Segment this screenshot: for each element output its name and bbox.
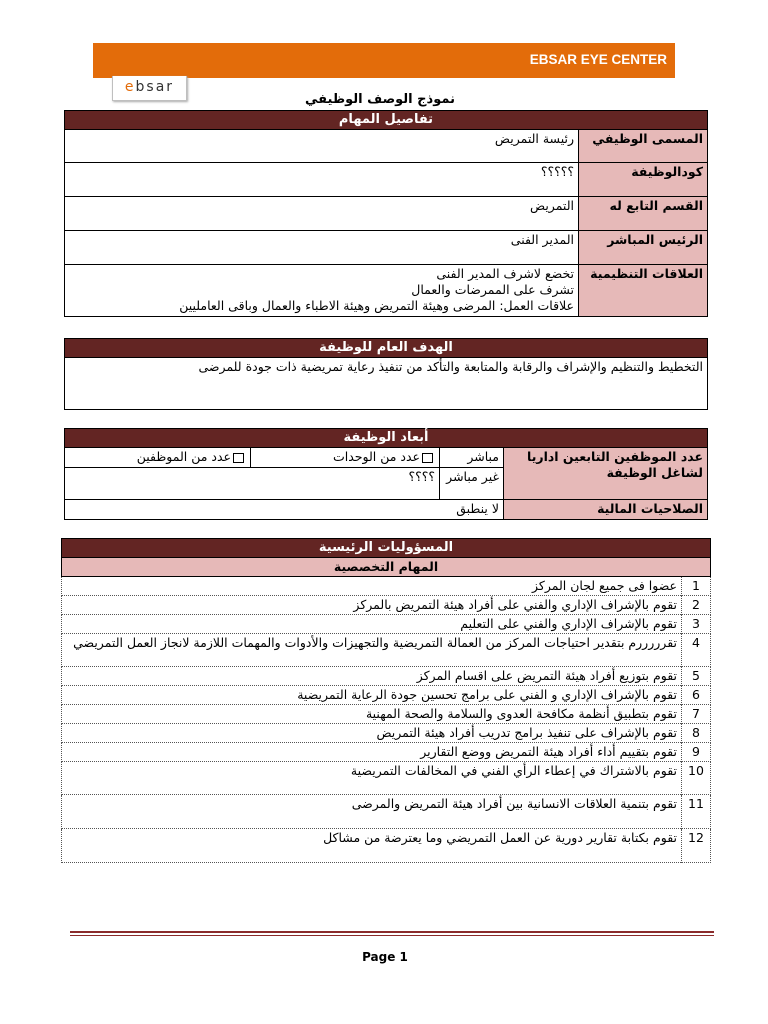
label-direct: مباشر — [440, 448, 504, 468]
responsibility-row — [62, 577, 711, 596]
value-department: التمريض — [65, 197, 579, 231]
logo: ebsar — [112, 76, 187, 101]
label-relations: العلاقات التنظيمية — [579, 265, 708, 317]
responsibility-number: 6 — [682, 686, 711, 705]
value-job-title: رئيسة التمريض — [65, 130, 579, 163]
section-title-job-dimensions: أبعاد الوظيفة — [65, 429, 708, 448]
label-staff-count: عدد الموظفين التابعين اداريا لشاغل الوظيفة — [504, 448, 708, 500]
responsibilities-table — [61, 538, 711, 863]
job-objective-text: التخطيط والتنظيم والإشراف والرقابة والمتابعة والتأكد من تنفيذ رعاية تمريضية ذات جودة للمرضى — [65, 358, 708, 410]
responsibility-number: 12 — [682, 829, 711, 863]
responsibility-text: تقوم بالإشراف على تنفيذ برامج تدريب أفراد هيئة التمريض — [62, 724, 682, 743]
responsibility-row — [62, 795, 711, 829]
responsibility-number: 11 — [682, 795, 711, 829]
responsibility-row — [62, 634, 711, 667]
value-financial-authority: لا ينطبق — [65, 500, 504, 520]
responsibility-text: تقوم بتوزيع أفراد هيئة التمريض على اقسام المركز — [62, 667, 682, 686]
label-job-code: كودالوظيفة — [579, 163, 708, 197]
relation-line: علاقات العمل: المرضى وهيئة التمريض وهيئة الاطباء والعمال وباقى العامليين — [179, 298, 574, 313]
employees-option — [65, 448, 251, 468]
units-checkbox[interactable] — [422, 453, 433, 463]
job-objective-table — [64, 338, 708, 410]
page-number: Page 1 — [362, 950, 408, 964]
responsibility-text: تقوم بالاشتراك في إعطاء الرأي الفني في المخالفات التمريضية — [62, 762, 682, 795]
responsibility-row — [62, 762, 711, 795]
value-indirect: ؟؟؟؟ — [65, 468, 440, 500]
responsibility-row — [62, 686, 711, 705]
responsibility-text: تقوم بالإشراف الإداري والفني على أفراد هيئة التمريض بالمركز — [62, 596, 682, 615]
label-job-title: المسمى الوظيفي — [579, 130, 708, 163]
responsibility-number: 2 — [682, 596, 711, 615]
responsibility-number: 10 — [682, 762, 711, 795]
responsibility-row — [62, 667, 711, 686]
responsibility-number: 9 — [682, 743, 711, 762]
responsibility-text: تقوم بتقييم أداء أفراد هيئة التمريض ووضع التقارير — [62, 743, 682, 762]
section-title-job-objective: الهدف العام للوظيفة — [65, 339, 708, 358]
job-dimensions-table — [64, 428, 708, 520]
responsibility-row — [62, 829, 711, 863]
responsibility-number: 3 — [682, 615, 711, 634]
document-title: نموذج الوصف الوظيفي — [305, 92, 455, 107]
responsibility-row — [62, 705, 711, 724]
value-job-code: ؟؟؟؟؟ — [65, 163, 579, 197]
label-indirect: غير مباشر — [440, 468, 504, 500]
section-title-task-details: تفاصيل المهام — [65, 111, 708, 130]
value-relations — [65, 265, 579, 317]
footer-divider — [70, 935, 714, 936]
label-direct-manager: الرئيس المباشر — [579, 231, 708, 265]
units-option — [251, 448, 440, 468]
responsibility-row — [62, 743, 711, 762]
responsibility-number: 5 — [682, 667, 711, 686]
responsibility-row — [62, 615, 711, 634]
value-direct-manager: المدير الفنى — [65, 231, 579, 265]
employees-checkbox[interactable] — [233, 453, 244, 463]
label-department: القسم التابع له — [579, 197, 708, 231]
responsibility-text: تقوم بتطبيق أنظمة مكافحة العدوى والسلامة والصحة المهنية — [62, 705, 682, 724]
header-bar — [93, 43, 675, 78]
responsibility-number: 1 — [682, 577, 711, 596]
task-details-table — [64, 110, 708, 317]
responsibility-number: 7 — [682, 705, 711, 724]
responsibility-text: تقرررررم بتقدير احتياجات المركز من العمالة التمريضية والتجهيزات والأدوات والمهمات اللازمة لانجاز العمل التمريضي — [62, 634, 682, 667]
units-label: عدد من الوحدات — [332, 449, 420, 464]
relation-line: تشرف على الممرضات والعمال — [411, 282, 574, 297]
responsibility-row — [62, 596, 711, 615]
responsibility-text: تقوم بتنمية العلاقات الانسانية بين أفراد هيئة التمريض والمرضى — [62, 795, 682, 829]
responsibility-text: تقوم بكتابة تقارير دورية عن العمل التمريضي وما يعترضة من مشاكل — [62, 829, 682, 863]
relation-line: تخضع لاشرف المدير الفنى — [436, 266, 574, 281]
footer-divider — [70, 931, 714, 933]
responsibility-row — [62, 724, 711, 743]
responsibility-number: 4 — [682, 634, 711, 667]
employees-label: عدد من الموظفين — [136, 449, 231, 464]
responsibility-text: تقوم بالإشراف الإداري و الفني على برامج تحسين جودة الرعاية التمريضية — [62, 686, 682, 705]
label-financial-authority: الصلاحيات المالية — [504, 500, 708, 520]
responsibility-number: 8 — [682, 724, 711, 743]
responsibility-text: تقوم بالإشراف الإداري والفني على التعليم — [62, 615, 682, 634]
responsibility-text: عضوا فى جميع لجان المركز — [62, 577, 682, 596]
section-title-responsibilities: المسؤوليات الرئيسية — [62, 539, 711, 558]
subsection-title-specialized-tasks: المهام التخصصية — [62, 558, 711, 577]
center-name: EBSAR EYE CENTER — [529, 52, 667, 67]
